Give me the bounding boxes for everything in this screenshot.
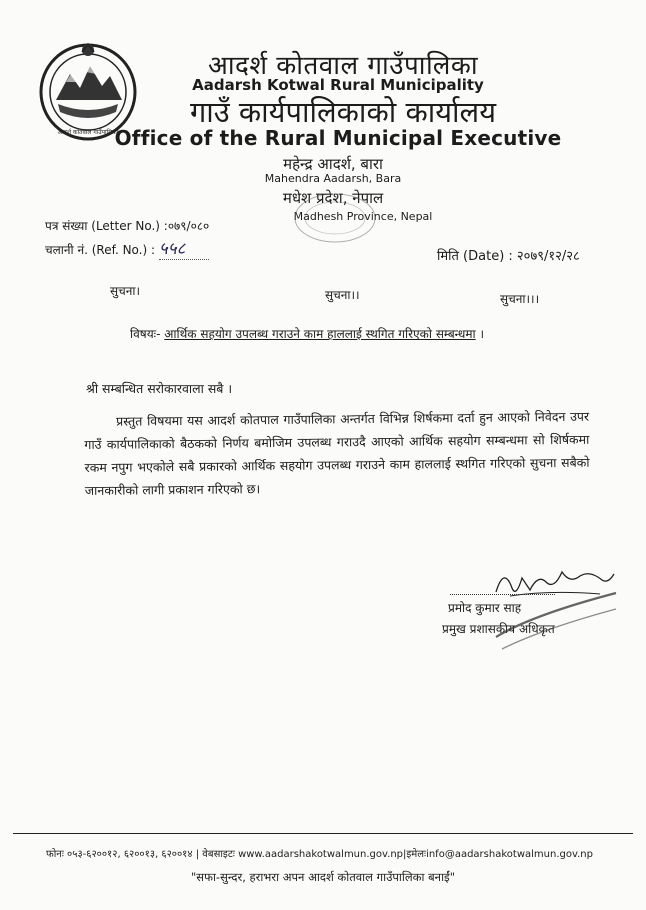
notice-heading-2: सुचना।।: [325, 288, 360, 302]
signatory-name: प्रमोद कुमार साह: [448, 601, 522, 615]
letter-date: [437, 246, 580, 264]
province-np: मधेश प्रदेश, नेपाल: [282, 189, 384, 207]
footer-contact: फोनः ०५३-६२००१२, ६२००१३, ६२००१४ | वेबसाइटः www.aadarshakotwalmun.gov.np|इमेलःinfo@aadarshakotwalmun.gov.np: [46, 849, 593, 860]
notice-heading-3: सुचना।।।: [500, 292, 540, 306]
notice-heading-1: सुचना।: [110, 284, 141, 298]
reference-number-value: ५५८: [159, 236, 209, 260]
letter-number-label: पत्र संख्या (Letter No.) :: [45, 219, 168, 233]
addressee: श्री सम्बन्धित सरोकारवाला सबै ।: [86, 381, 233, 396]
subject-label: विषयः-: [130, 327, 161, 341]
signature-stamp: [492, 585, 622, 660]
letter-number: [45, 217, 209, 234]
letter-number-value: ०७९/०८०: [167, 219, 210, 233]
emblem-text: आदर्श कोतवाल गाउँपालिका: [57, 129, 119, 136]
reference-number: [45, 236, 209, 260]
date-value: २०७९/१२/२८: [516, 249, 580, 264]
footer-divider: [13, 833, 633, 834]
municipality-name-np: आदर्श कोतवाल गाउँपालिका: [207, 51, 479, 81]
subject-end: ।: [475, 327, 485, 341]
signatory-title: प्रमुख प्रशासकीय अधिकृत: [442, 622, 555, 636]
date-label: मिति (Date) :: [437, 249, 513, 264]
place-en: Mahendra Aadarsh, Bara: [264, 172, 402, 185]
letter-body: प्रस्तुत विषयमा यस आदर्श कोतपाल गाउँपालिका अन्तर्गत विभिन्न शिर्षकमा दर्ता हुन आएको निवेदन उपर गाउँ कार्यपालिकाको बैठकको निर्णय बमोजिम उपलब्ध गराउदै आएको आर्थिक सहयोग सम्बन्धमा सो शिर्षकमा रकम नपुग भएकोले सबै प्रकारको आर्थिक सहयोग उपलब्ध गराउने काम हाललाई स्थगित गरिएको सुचना सबैको जानकारीको लागी प्रकाशन गरिएको छ।: [84, 408, 590, 498]
office-name-en: Office of the Rural Municipal Executive: [114, 126, 562, 150]
province-en: Madhesh Province, Nepal: [293, 210, 433, 223]
office-stamp: [290, 190, 380, 245]
reference-number-label: चलानी नं. (Ref. No.) :: [45, 243, 156, 257]
subject-text: आर्थिक सहयोग उपलब्ध गराउने काम हाललाई स्थगित गरिएको सम्बन्धमा: [164, 327, 476, 341]
municipality-name-en: Aadarsh Kotwal Rural Municipality: [192, 76, 484, 94]
subject-line: [130, 325, 484, 342]
place-np: महेन्द्र आदर्श, बारा: [283, 155, 383, 173]
office-name-np: गाउँ कार्यपालिकाको कार्यालय: [189, 95, 497, 129]
footer-slogan: "सफा-सुन्दर, हराभरा अपन आदर्श कोतवाल गाउँपालिका बनाईं": [191, 870, 455, 884]
